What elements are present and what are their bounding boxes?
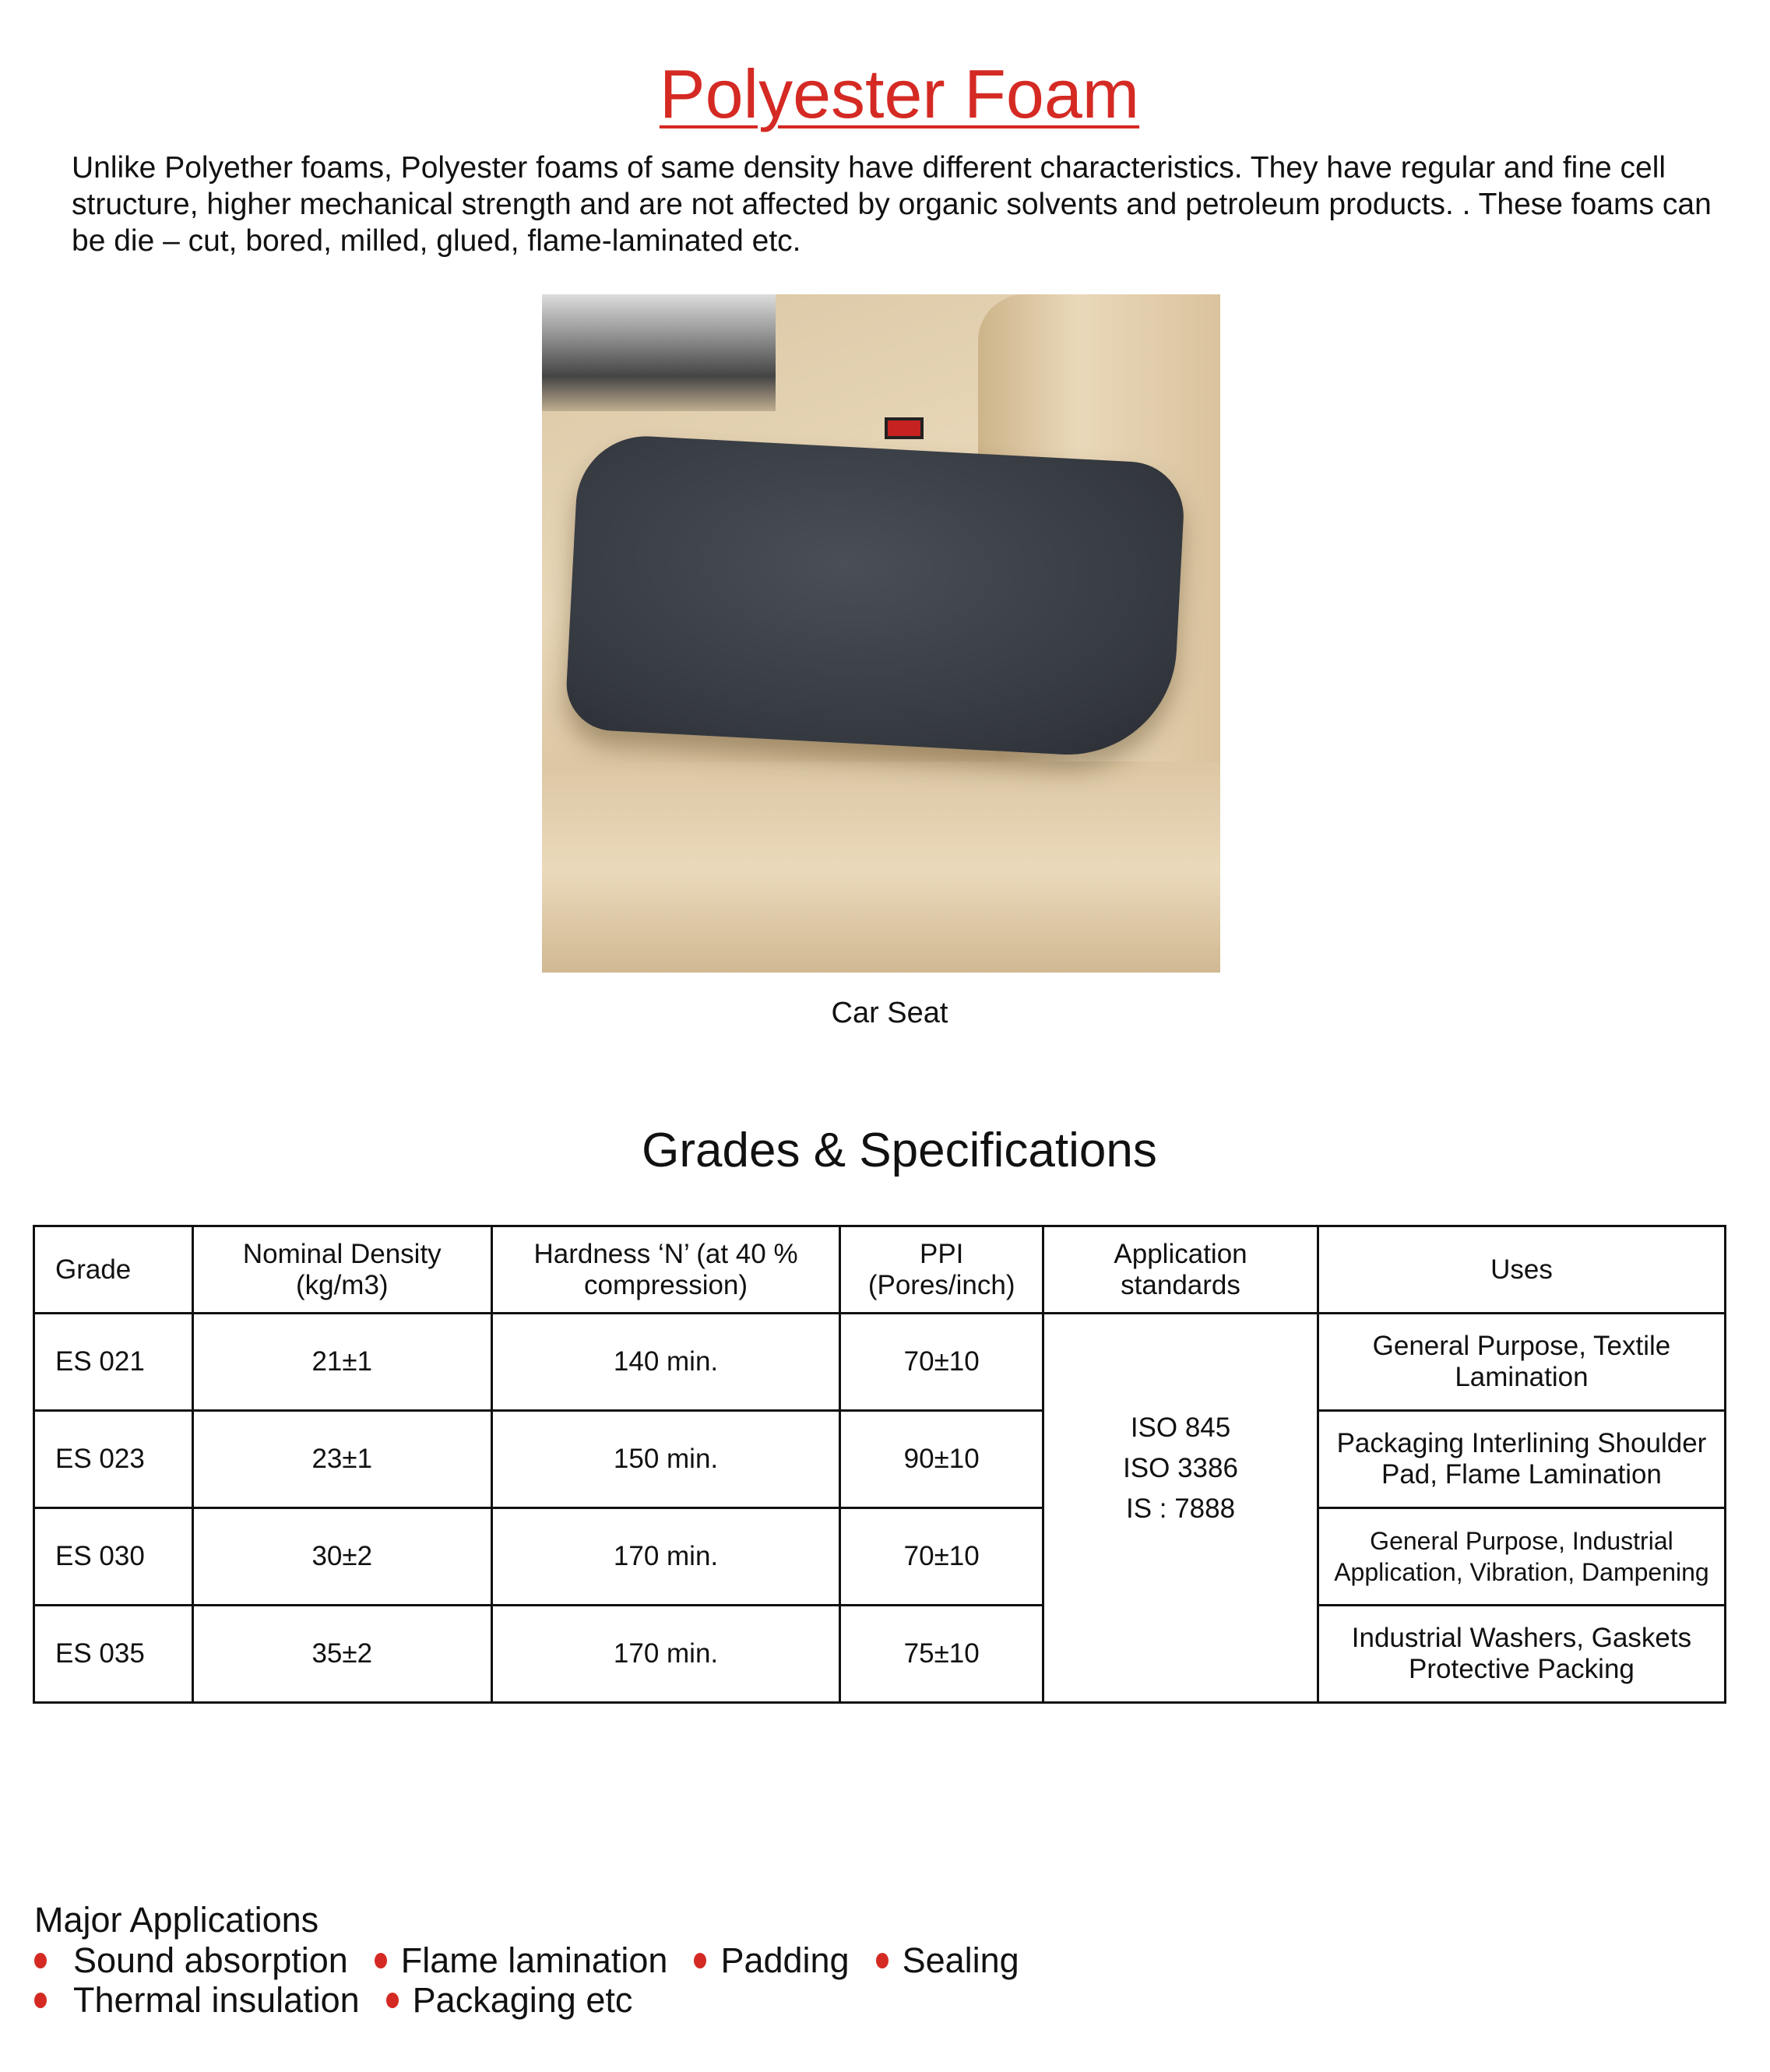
cell-uses: Industrial Washers, Gaskets Protective Packing [1318,1606,1725,1703]
app-label: Packaging etc [412,1980,633,2020]
applications-title: Major Applications [34,1900,319,1940]
cell-standards [1043,1314,1318,1703]
header-standards: Application standards [1043,1226,1318,1314]
bullet-icon [876,1953,889,1968]
specs-title: Grades & Specifications [642,1124,1157,1177]
seat-front [542,762,1220,973]
cell-ppi: 75±10 [840,1606,1043,1703]
app-label: Padding [720,1940,850,1980]
cell-hardness: 150 min. [491,1411,839,1508]
header-ppi: PPI (Pores/inch) [840,1226,1043,1314]
table-header-row [34,1226,1726,1314]
cell-hardness: 170 min. [491,1606,839,1703]
standard: IS : 7888 [1125,1493,1236,1524]
cell-ppi: 90±10 [840,1411,1043,1508]
header-hardness: Hardness ‘N’ (at 40 % compression) [491,1226,839,1314]
table-row [34,1606,1726,1703]
image-caption: Car Seat [831,997,948,1029]
table-row [34,1314,1726,1411]
bullet-icon [694,1953,706,1968]
cell-grade: ES 021 [34,1314,193,1411]
specs-table [33,1225,1726,1704]
cell-grade: ES 035 [34,1606,193,1703]
table-row [34,1508,1726,1606]
list-item [386,1980,633,2021]
header-density: Nominal Density (kg/m3) [192,1226,491,1314]
bullet-icon [375,1953,387,1968]
foam-cushion [565,433,1187,760]
applications-row [34,1980,659,2021]
intro-paragraph: Unlike Polyether foams, Polyester foams of same density have different characteristics. They have regular and fine cell structure, higher mechanical strength and are not affected by organic solvents and petroleum products. . These foams can be die – cut, bored, milled, glued, flame-laminated etc. [72,151,1712,258]
applications-row [34,1940,1046,1981]
list-item [876,1940,1019,1981]
bullet-icon [34,1953,47,1968]
cell-uses: General Purpose, Textile Lamination [1318,1314,1725,1411]
header-uses: Uses [1318,1226,1725,1314]
car-console [542,294,776,411]
cell-hardness: 170 min. [491,1508,839,1606]
cell-density: 35±2 [192,1606,491,1703]
cell-grade: ES 023 [34,1411,193,1508]
bullet-icon [34,1993,47,2008]
list-item [34,1940,348,1981]
cell-ppi: 70±10 [840,1508,1043,1606]
cell-uses: General Purpose, Industrial Application, Vibration, Dampening [1318,1508,1725,1606]
cell-density: 30±2 [192,1508,491,1606]
cell-ppi: 70±10 [840,1314,1043,1411]
list-item [694,1940,849,1981]
app-label: Flame lamination [400,1940,668,1980]
cell-hardness: 140 min. [491,1314,839,1411]
standard: ISO 845 [1130,1412,1231,1443]
standard: ISO 3386 [1123,1453,1238,1483]
app-label: Sealing [902,1940,1019,1980]
app-label: Thermal insulation [73,1980,360,2020]
cell-density: 23±1 [192,1411,491,1508]
cell-density: 21±1 [192,1314,491,1411]
bullet-icon [386,1993,399,2008]
list-item [34,1980,360,2021]
cell-uses: Packaging Interlining Shoulder Pad, Flame Lamination [1318,1411,1725,1508]
list-item [375,1940,668,1981]
car-seat-photo [542,294,1220,973]
page-title: Polyester Foam [659,55,1140,132]
app-label: Sound absorption [73,1940,348,1980]
cell-grade: ES 030 [34,1508,193,1606]
table-row [34,1411,1726,1508]
seatbelt-buckle [885,417,924,439]
header-grade: Grade [34,1226,193,1314]
